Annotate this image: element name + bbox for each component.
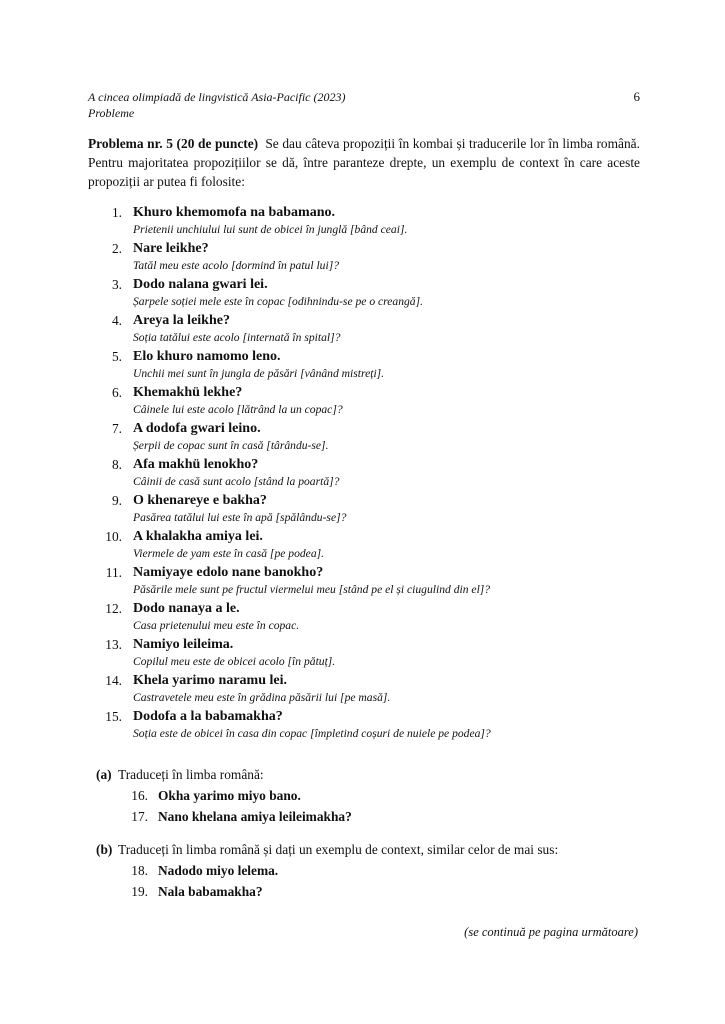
romanian-translation: Câinii de casă sunt acolo [stând la poartă]? bbox=[133, 475, 340, 488]
sentence-number: 7. bbox=[111, 421, 122, 436]
sentence-item bbox=[88, 384, 648, 420]
sentence-number: 8. bbox=[111, 457, 122, 472]
romanian-translation: Viermele de yam este în casă [pe podea]. bbox=[133, 547, 325, 560]
exercise-number: 16. bbox=[131, 788, 148, 803]
sentence-item bbox=[88, 276, 648, 312]
sentence-number: 3. bbox=[111, 277, 122, 292]
sentence-item bbox=[88, 672, 648, 708]
part-a-label: (a) bbox=[96, 767, 112, 782]
kombai-sentence: Afa makhü lenokho? bbox=[133, 457, 259, 472]
kombai-sentence: O khenareye e bakha? bbox=[133, 493, 267, 508]
sentence-number: 14. bbox=[105, 673, 122, 688]
sentence-number: 13. bbox=[105, 637, 122, 652]
kombai-sentence: Nare leikhe? bbox=[133, 241, 209, 256]
sentence-number: 6. bbox=[111, 385, 122, 400]
sentence-item bbox=[88, 636, 648, 672]
romanian-translation: Prietenii unchiului lui sunt de obicei în junglă [bând ceai]. bbox=[133, 223, 408, 236]
sentence-number: 9. bbox=[111, 493, 122, 508]
kombai-sentence: Dodo nalana gwari lei. bbox=[133, 277, 268, 292]
exercise-sentence: Nano khelana amiya leileimakha? bbox=[158, 809, 352, 824]
sentence-item bbox=[88, 528, 648, 564]
sentence-item bbox=[88, 420, 648, 456]
section-subtitle: Probleme bbox=[88, 106, 135, 120]
exercise-sentence: Okha yarimo miyo bano. bbox=[158, 788, 301, 803]
sentence-item bbox=[88, 708, 648, 744]
romanian-translation: Păsările mele sunt pe fructul viermelui meu [stând pe el și ciugulind din el]? bbox=[133, 583, 491, 596]
sentence-item bbox=[88, 348, 648, 384]
kombai-sentence: Areya la leikhe? bbox=[133, 313, 230, 328]
kombai-sentence: Namiyo leileima. bbox=[133, 637, 234, 652]
romanian-translation: Copilul meu este de obicei acolo [în pătuț]. bbox=[133, 655, 336, 668]
part-a-instruction: Traduceți în limba română: bbox=[118, 767, 264, 782]
kombai-sentence: Khemakhü lekhe? bbox=[133, 385, 243, 400]
kombai-sentence: Khuro khemomofa na babamano. bbox=[133, 205, 336, 220]
sentence-number: 4. bbox=[111, 313, 122, 328]
sentence-item bbox=[88, 456, 648, 492]
page-number: 6 bbox=[633, 89, 640, 104]
sentence-item bbox=[88, 204, 648, 240]
romanian-translation: Casa prietenului meu este în copac. bbox=[133, 619, 300, 632]
kombai-sentence: A khalakha amiya lei. bbox=[133, 529, 263, 544]
problem-heading: Problema nr. 5 (20 de puncte) bbox=[88, 136, 259, 151]
sentence-number: 12. bbox=[105, 601, 122, 616]
exercise-number: 17. bbox=[131, 809, 148, 824]
kombai-sentence: Khela yarimo naramu lei. bbox=[133, 673, 287, 688]
romanian-translation: Soția tatălui este acolo [internată în spital]? bbox=[133, 331, 341, 344]
exercise-number: 18. bbox=[131, 863, 148, 878]
romanian-translation: Pasărea tatălui lui este în apă [spălându-se]? bbox=[133, 511, 347, 524]
sentence-item bbox=[88, 240, 648, 276]
romanian-translation: Castravetele meu este în grădina păsării lui [pe masă]. bbox=[133, 691, 391, 704]
kombai-sentence: Dodo nanaya a le. bbox=[133, 601, 240, 616]
sentence-item bbox=[88, 600, 648, 636]
exercise-sentence: Nala babamakha? bbox=[158, 884, 263, 899]
romanian-translation: Șerpii de copac sunt în casă [târându-se]. bbox=[133, 439, 329, 452]
romanian-translation: Soția este de obicei în casa din copac [împletind coșuri de nuiele pe podea]? bbox=[133, 727, 491, 740]
sentence-item bbox=[88, 564, 648, 600]
exercise-number: 19. bbox=[131, 884, 148, 899]
continued-note: (se continuă pe pagina următoare) bbox=[464, 925, 638, 939]
sentence-number: 11. bbox=[105, 565, 122, 580]
sentence-number: 15. bbox=[105, 709, 122, 724]
problem-intro bbox=[88, 134, 640, 191]
romanian-translation: Câinele lui este acolo [lătrând la un copac]? bbox=[133, 403, 343, 416]
romanian-translation: Unchii mei sunt în jungla de păsări [vânând mistreți]. bbox=[133, 367, 385, 380]
sentence-number: 5. bbox=[111, 349, 122, 364]
sentence-item bbox=[88, 492, 648, 528]
sentence-number: 1. bbox=[111, 205, 122, 220]
romanian-translation: Șarpele soției mele este în copac [odihnindu-se pe o creangă]. bbox=[133, 295, 423, 308]
part-b-label: (b) bbox=[96, 842, 113, 857]
kombai-sentence: Elo khuro namomo leno. bbox=[133, 349, 281, 364]
sentence-list bbox=[88, 204, 648, 744]
exercise-sentence: Nadodo miyo lelema. bbox=[158, 863, 279, 878]
kombai-sentence: Dodofa a la babamakha? bbox=[133, 709, 283, 724]
part-b-instruction: Traduceți în limba română și dați un exemplu de context, similar celor de mai sus: bbox=[118, 842, 559, 857]
kombai-sentence: Namiyaye edolo nane banokho? bbox=[133, 565, 324, 580]
sentence-item bbox=[88, 312, 648, 348]
romanian-translation: Tatăl meu este acolo [dormind în patul lui]? bbox=[133, 259, 340, 272]
sentence-number: 10. bbox=[105, 529, 122, 544]
page-header bbox=[88, 89, 640, 121]
problem-description: Se dau câteva propoziții în kombai și traducerile lor în limba română. Pentru majoritatea propozițiilor se dă, între paranteze drepte, un exemplu de context în care aceste propoziții ar putea fi folosite: bbox=[88, 136, 640, 189]
sentence-number: 2. bbox=[111, 241, 122, 256]
kombai-sentence: A dodofa gwari leino. bbox=[133, 421, 261, 436]
olympiad-title: A cincea olimpiadă de lingvistică Asia-Pacific (2023) bbox=[88, 90, 346, 104]
